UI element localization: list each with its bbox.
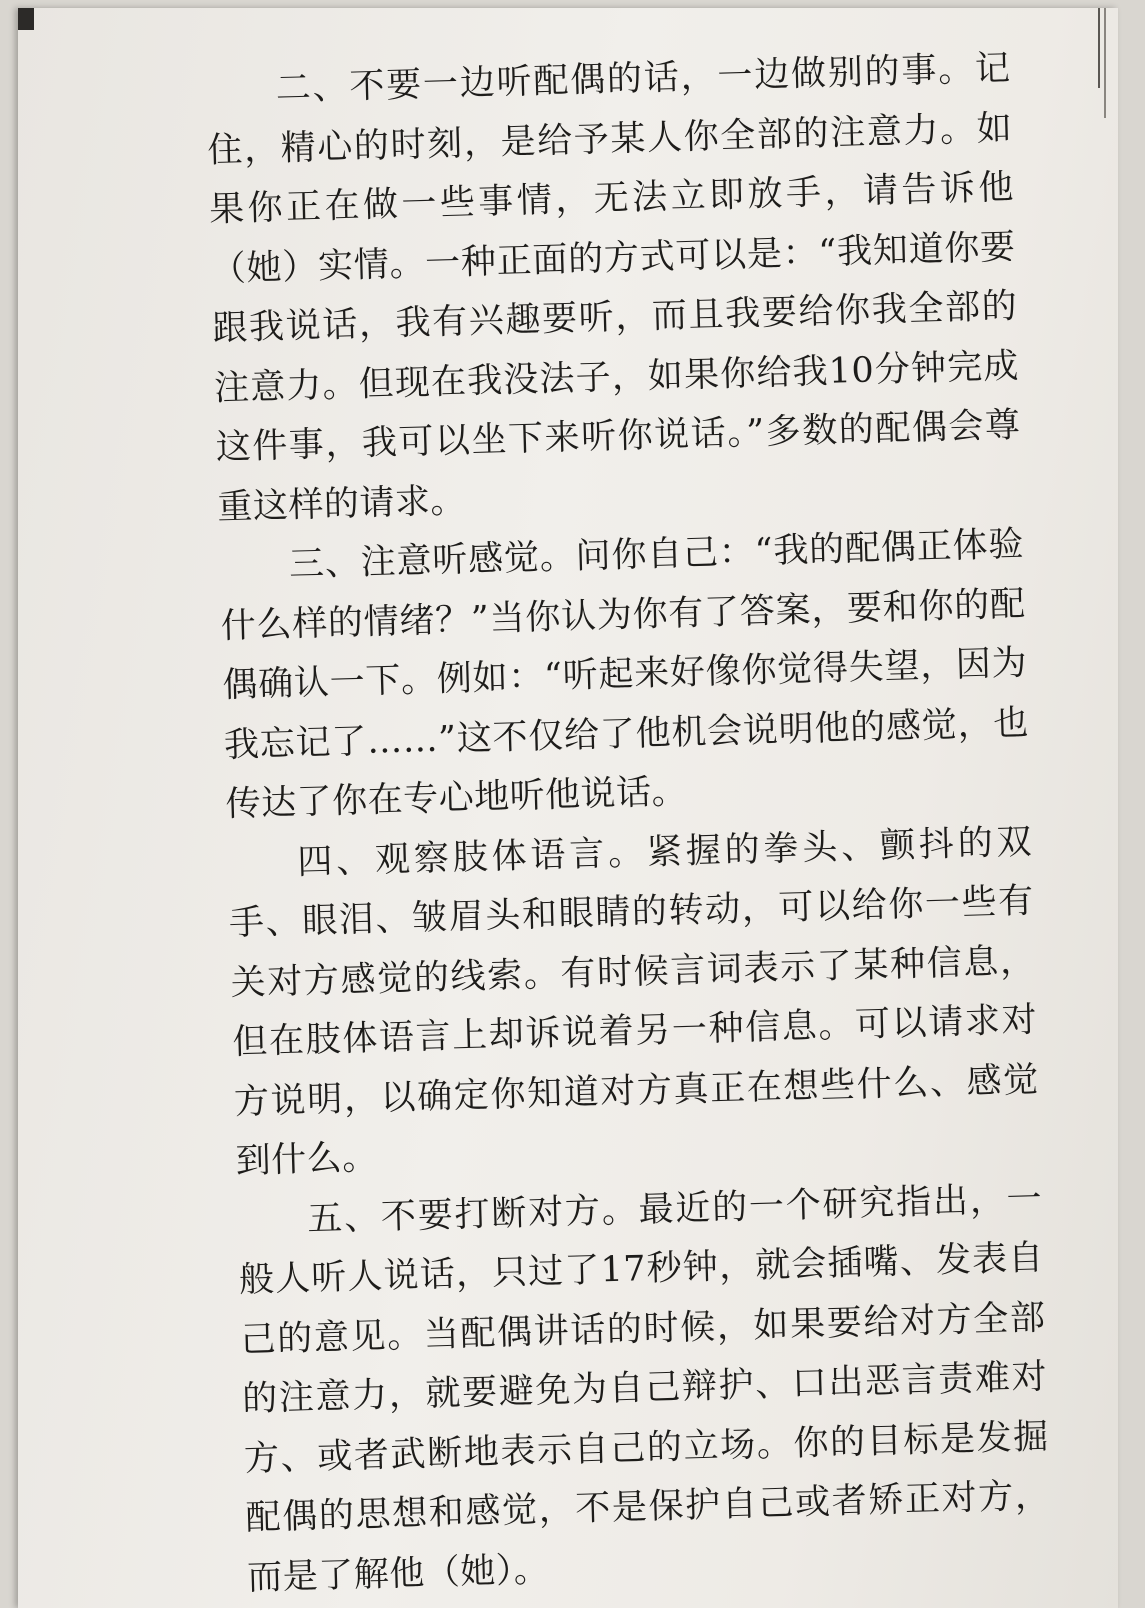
page-corner-shadow	[18, 8, 34, 30]
body-text	[205, 40, 1053, 1608]
paragraph-two: 二、不要一边听配偶的话，一边做别的事。记住，精心的时刻，是给予某人你全部的注意力。如果你正在做一些事情，无法立即放手，请告诉他（她）实情。一种正面的方式可以是：“我知道你要跟我说话，我有兴趣要听，而且我要给你我全部的注意力。但现在我没法子，如果你给我10分钟完成这件事，我可以坐下来听你说话。”多数的配偶会尊重这样的请求。	[206, 48, 1022, 528]
paragraph-four: 四、观察肢体语言。紧握的拳头、颤抖的双手、眼泪、皱眉头和眼睛的转动，可以给你一些有关对方感觉的线索。有时候言词表示了某种信息，但在肢体语言上却诉说着另一种信息。可以请求对方说明，以确定你知道对方真正在想些什么、感觉到什么。	[228, 821, 1040, 1182]
page-edge-line	[1098, 8, 1100, 88]
paragraph-three: 三、注意听感觉。问你自己：“我的配偶正体验什么样的情绪？”当你认为你有了答案，要和你的配偶确认一下。例如：“听起来好像你觉得失望，因为我忘记了……”这不仅给了他机会说明他的感觉，也传达了你在专心地听他说话。	[220, 524, 1030, 825]
page-edge-line-outer	[1104, 8, 1106, 118]
paragraph-five: 五、不要打断对方。最近的一个研究指出，一般人听人说话，只过了17秒钟，就会插嘴、发表自己的意见。当配偶讲话的时候，如果要给对方全部的注意力，就要避免为自己辩护、口出恶言责难对方、或者武断地表示自己的立场。你的目标是发掘配偶的思想和感觉，不是保护自己或者矫正对方，而是了解他（她）。	[238, 1178, 1051, 1598]
